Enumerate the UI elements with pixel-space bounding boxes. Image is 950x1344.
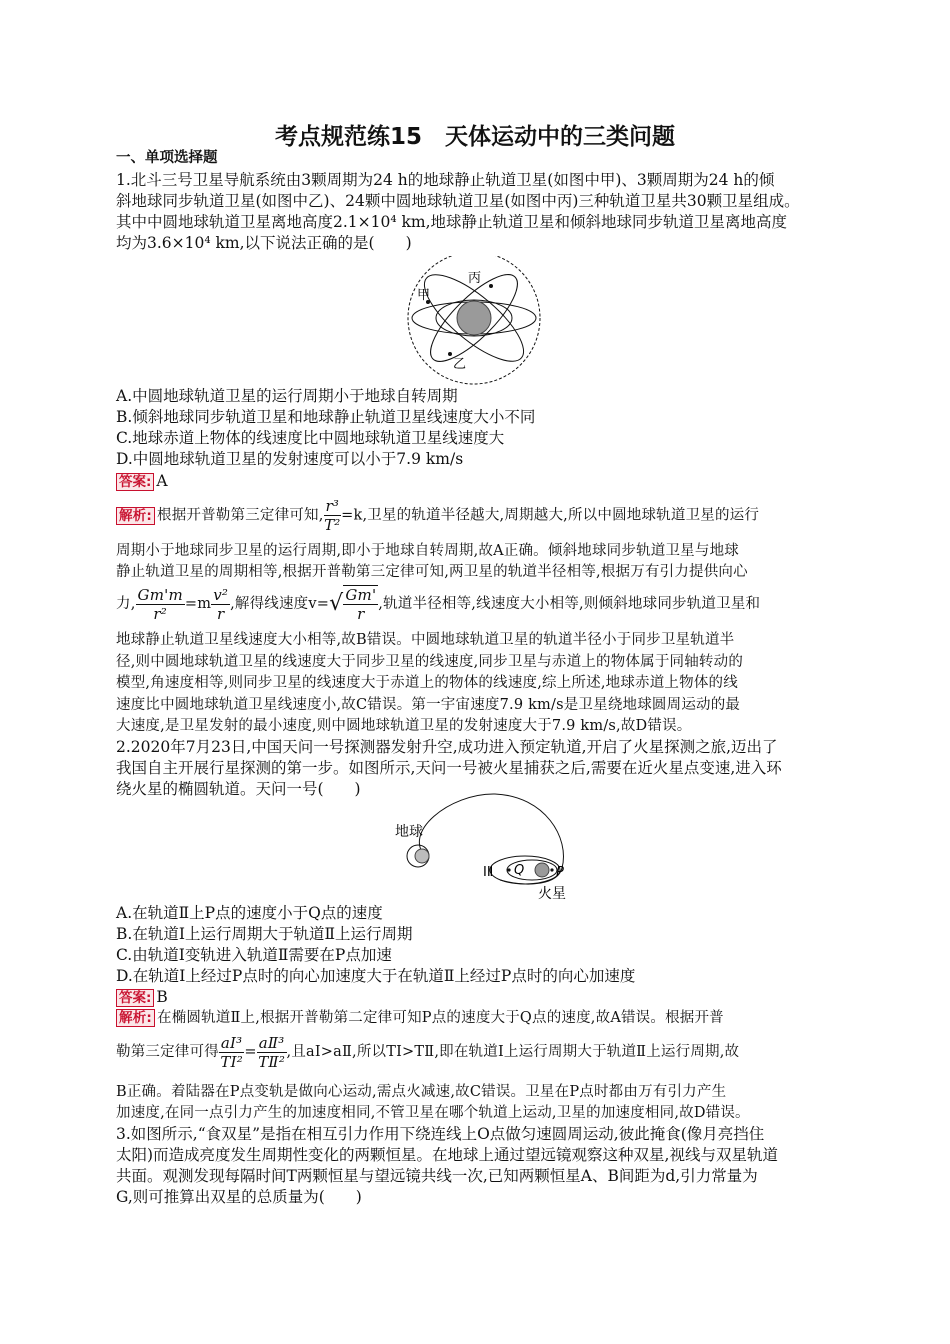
page-title: 考点规范练15 天体运动中的三类问题	[274, 124, 675, 150]
q1-option: C.地球赤道上物体的线速度比中圆地球轨道卫星线速度大	[116, 429, 505, 447]
analysis-text: ,轨道半径相等,线速度大小相等,则倾斜地球同步轨道卫星和	[378, 596, 761, 612]
fraction	[219, 1034, 244, 1071]
q1-analysis-line: 径,则中圆地球轨道卫星的线速度大于同步卫星的线速度,同步卫星与赤道上的物体属于同轴转动的	[116, 654, 744, 670]
label-jia: 甲	[417, 288, 431, 303]
q1-answer-row	[116, 471, 836, 492]
analysis-tag: 解析:	[116, 1009, 155, 1027]
q1-option: A.中圆地球轨道卫星的运行周期小于地球自转周期	[116, 387, 458, 405]
earth-circle	[457, 301, 491, 335]
point-q	[507, 868, 510, 871]
q2-stem-line: 绕火星的椭圆轨道。天问一号( )	[116, 780, 361, 798]
point-p	[550, 868, 553, 871]
q1-stem-line: 1.北斗三号卫星导航系统由3颗周期为24 h的地球静止轨道卫星(如图中甲)、3颗周期为24 h的倾	[116, 171, 775, 189]
q1-option: B.倾斜地球同步轨道卫星和地球静止轨道卫星线速度大小不同	[116, 408, 536, 426]
answer-tag: 答案:	[116, 473, 154, 491]
analysis-text: 在椭圆轨道Ⅱ上,根据开普勒第二定律可知P点的速度大于Q点的速度,故A错误。根据开普	[157, 1010, 724, 1026]
numerator: v²	[213, 585, 229, 604]
q1-analysis-line: 静止轨道卫星的周期相等,根据开普勒第三定律可知,两卫星的轨道半径相等,根据万有引力提供向心	[116, 564, 748, 580]
q1-analysis-line: 模型,角速度相等,则同步卫星的线速度大于赤道上的物体的线速度,综上所述,地球赤道上物体的线	[116, 675, 738, 691]
q1-analysis-line: 周期小于地球同步卫星的运行周期,即小于地球自转周期,故A正确。倾斜地球同步轨道卫星与地球	[116, 543, 739, 559]
analysis-text: =m	[184, 596, 212, 612]
denominator: r	[357, 605, 365, 623]
denominator: TⅡ²	[258, 1052, 286, 1071]
q3-stem-line: 共面。观测发现每隔时间T两颗恒星与望远镜共线一次,已知两颗恒星A、B间距为d,引力常量为	[116, 1167, 758, 1185]
answer-tag: 答案:	[116, 989, 154, 1007]
numerator: aⅠ³	[220, 1033, 243, 1052]
label-p: P	[556, 865, 564, 880]
fraction	[343, 585, 378, 623]
q1-stem-line: 均为3.6×10⁴ km,以下说法正确的是( )	[116, 234, 412, 252]
q2-analysis-line	[116, 1008, 836, 1029]
q2-option: A.在轨道Ⅱ上P点的速度小于Q点的速度	[116, 904, 383, 922]
q1-answer: A	[156, 472, 168, 490]
numerator: Gm'm	[137, 585, 183, 604]
mars-circle	[535, 863, 549, 877]
denominator: r	[216, 604, 225, 623]
label-bing: 丙	[468, 271, 482, 286]
q1-stem-line: 其中中圆地球轨道卫星离地高度2.1×10⁴ km,地球静止轨道卫星和倾斜地球同步轨道卫星离地高度	[116, 213, 788, 231]
satellite-dot	[448, 352, 452, 356]
label-earth: 地球	[395, 824, 423, 840]
q2-stem-line: 我国自主开展行星探测的第一步。如图所示,天问一号被火星捕获之后,需要在近火星点变速,进入环	[116, 759, 782, 777]
numerator: r³	[325, 497, 340, 515]
numerator: aⅡ³	[258, 1033, 285, 1052]
section-heading: 一、单项选择题	[116, 150, 218, 166]
label-orbits: IⅡ	[483, 865, 494, 880]
analysis-text: =	[244, 1044, 257, 1060]
analysis-text: 根据开普勒第三定律可知,	[157, 507, 324, 524]
q2-analysis-line: B正确。着陆器在P点变轨是做向心运动,需点火减速,故C错误。卫星在P点时都由万有引力产生	[116, 1084, 727, 1100]
fraction	[136, 586, 185, 623]
q1-analysis-line: 大速度,是卫星发射的最小速度,则中圆地球轨道卫星的发射速度大于7.9 km/s,故D错误。	[116, 718, 692, 734]
satellite-dot	[489, 284, 493, 288]
q1-option: D.中圆地球轨道卫星的发射速度可以小于7.9 km/s	[116, 450, 464, 468]
label-yi: 乙	[453, 357, 467, 372]
q2-option: B.在轨道Ⅰ上运行周期大于轨道Ⅱ上运行周期	[116, 925, 413, 943]
q3-stem-line: 3.如图所示,“食双星”是指在相互引力作用下绕连线上O点做匀速圆周运动,彼此掩食(像月亮挡住	[116, 1125, 765, 1143]
fraction	[257, 1034, 287, 1071]
denominator: r²	[153, 604, 167, 623]
q1-orbit-figure	[400, 256, 550, 386]
analysis-text: ,且aⅠ>aⅡ,所以TⅠ>TⅡ,即在轨道Ⅰ上运行周期大于轨道Ⅱ上运行周期,故	[286, 1044, 740, 1060]
label-q: Q	[514, 863, 525, 878]
q3-stem-line: 太阳)而造成亮度发生周期性变化的两颗恒星。在地球上通过望远镜观察这种双星,视线与双星轨道	[116, 1146, 778, 1164]
denominator: T²	[324, 516, 341, 534]
q2-answer: B	[156, 988, 168, 1006]
q3-stem-line: G,则可推算出双星的总质量为( )	[116, 1188, 362, 1206]
q2-option: C.由轨道Ⅰ变轨进入轨道Ⅱ需要在P点加速	[116, 946, 392, 964]
q2-answer-row	[116, 987, 836, 1008]
q2-option: D.在轨道Ⅰ上经过P点时的向心加速度大于在轨道Ⅱ上经过P点时的向心加速度	[116, 967, 636, 985]
analysis-tag: 解析:	[116, 507, 155, 525]
q2-analysis-line: 加速度,在同一点引力产生的加速度相同,不管卫星在哪个轨道上运动,卫星的加速度相同,故D错误。	[116, 1105, 750, 1121]
transfer-orbit	[419, 794, 563, 868]
q2-analysis-line	[116, 1032, 836, 1072]
q1-stem-line: 斜地球同步轨道卫星(如图中乙)、24颗中圆地球轨道卫星(如图中丙)三种轨道卫星共30颗卫星组成。	[116, 192, 800, 210]
numerator: Gm'	[345, 586, 377, 604]
denominator: TⅠ²	[220, 1052, 243, 1071]
analysis-text: 勒第三定律可得	[116, 1044, 219, 1060]
q2-stem-line: 2.2020年7月23日,中国天问一号探测器发射升空,成功进入预定轨道,开启了火星探测之旅,迈出了	[116, 738, 778, 756]
q2-orbit-figure	[380, 788, 580, 906]
q1-analysis-line: 速度比中圆地球轨道卫星线速度小,故C错误。第一宇宙速度7.9 km/s是卫星绕地球圆周运动的最	[116, 697, 741, 713]
analysis-text: 力,	[116, 596, 136, 612]
q1-analysis-line	[116, 584, 836, 624]
q1-analysis-line: 地球静止轨道卫星线速度大小相等,故B错误。中圆地球轨道卫星的轨道半径小于同步卫星轨道半	[116, 632, 735, 648]
fraction	[324, 497, 342, 534]
fraction	[211, 586, 230, 623]
analysis-text: ,解得线速度v=	[230, 596, 330, 612]
q1-analysis-line	[116, 497, 836, 534]
label-mars: 火星	[538, 886, 566, 902]
earth-circle	[415, 849, 429, 863]
analysis-text: =k,卫星的轨道半径越大,周期越大,所以中圆地球轨道卫星的运行	[341, 507, 760, 524]
sqrt-sign: √	[329, 591, 344, 616]
